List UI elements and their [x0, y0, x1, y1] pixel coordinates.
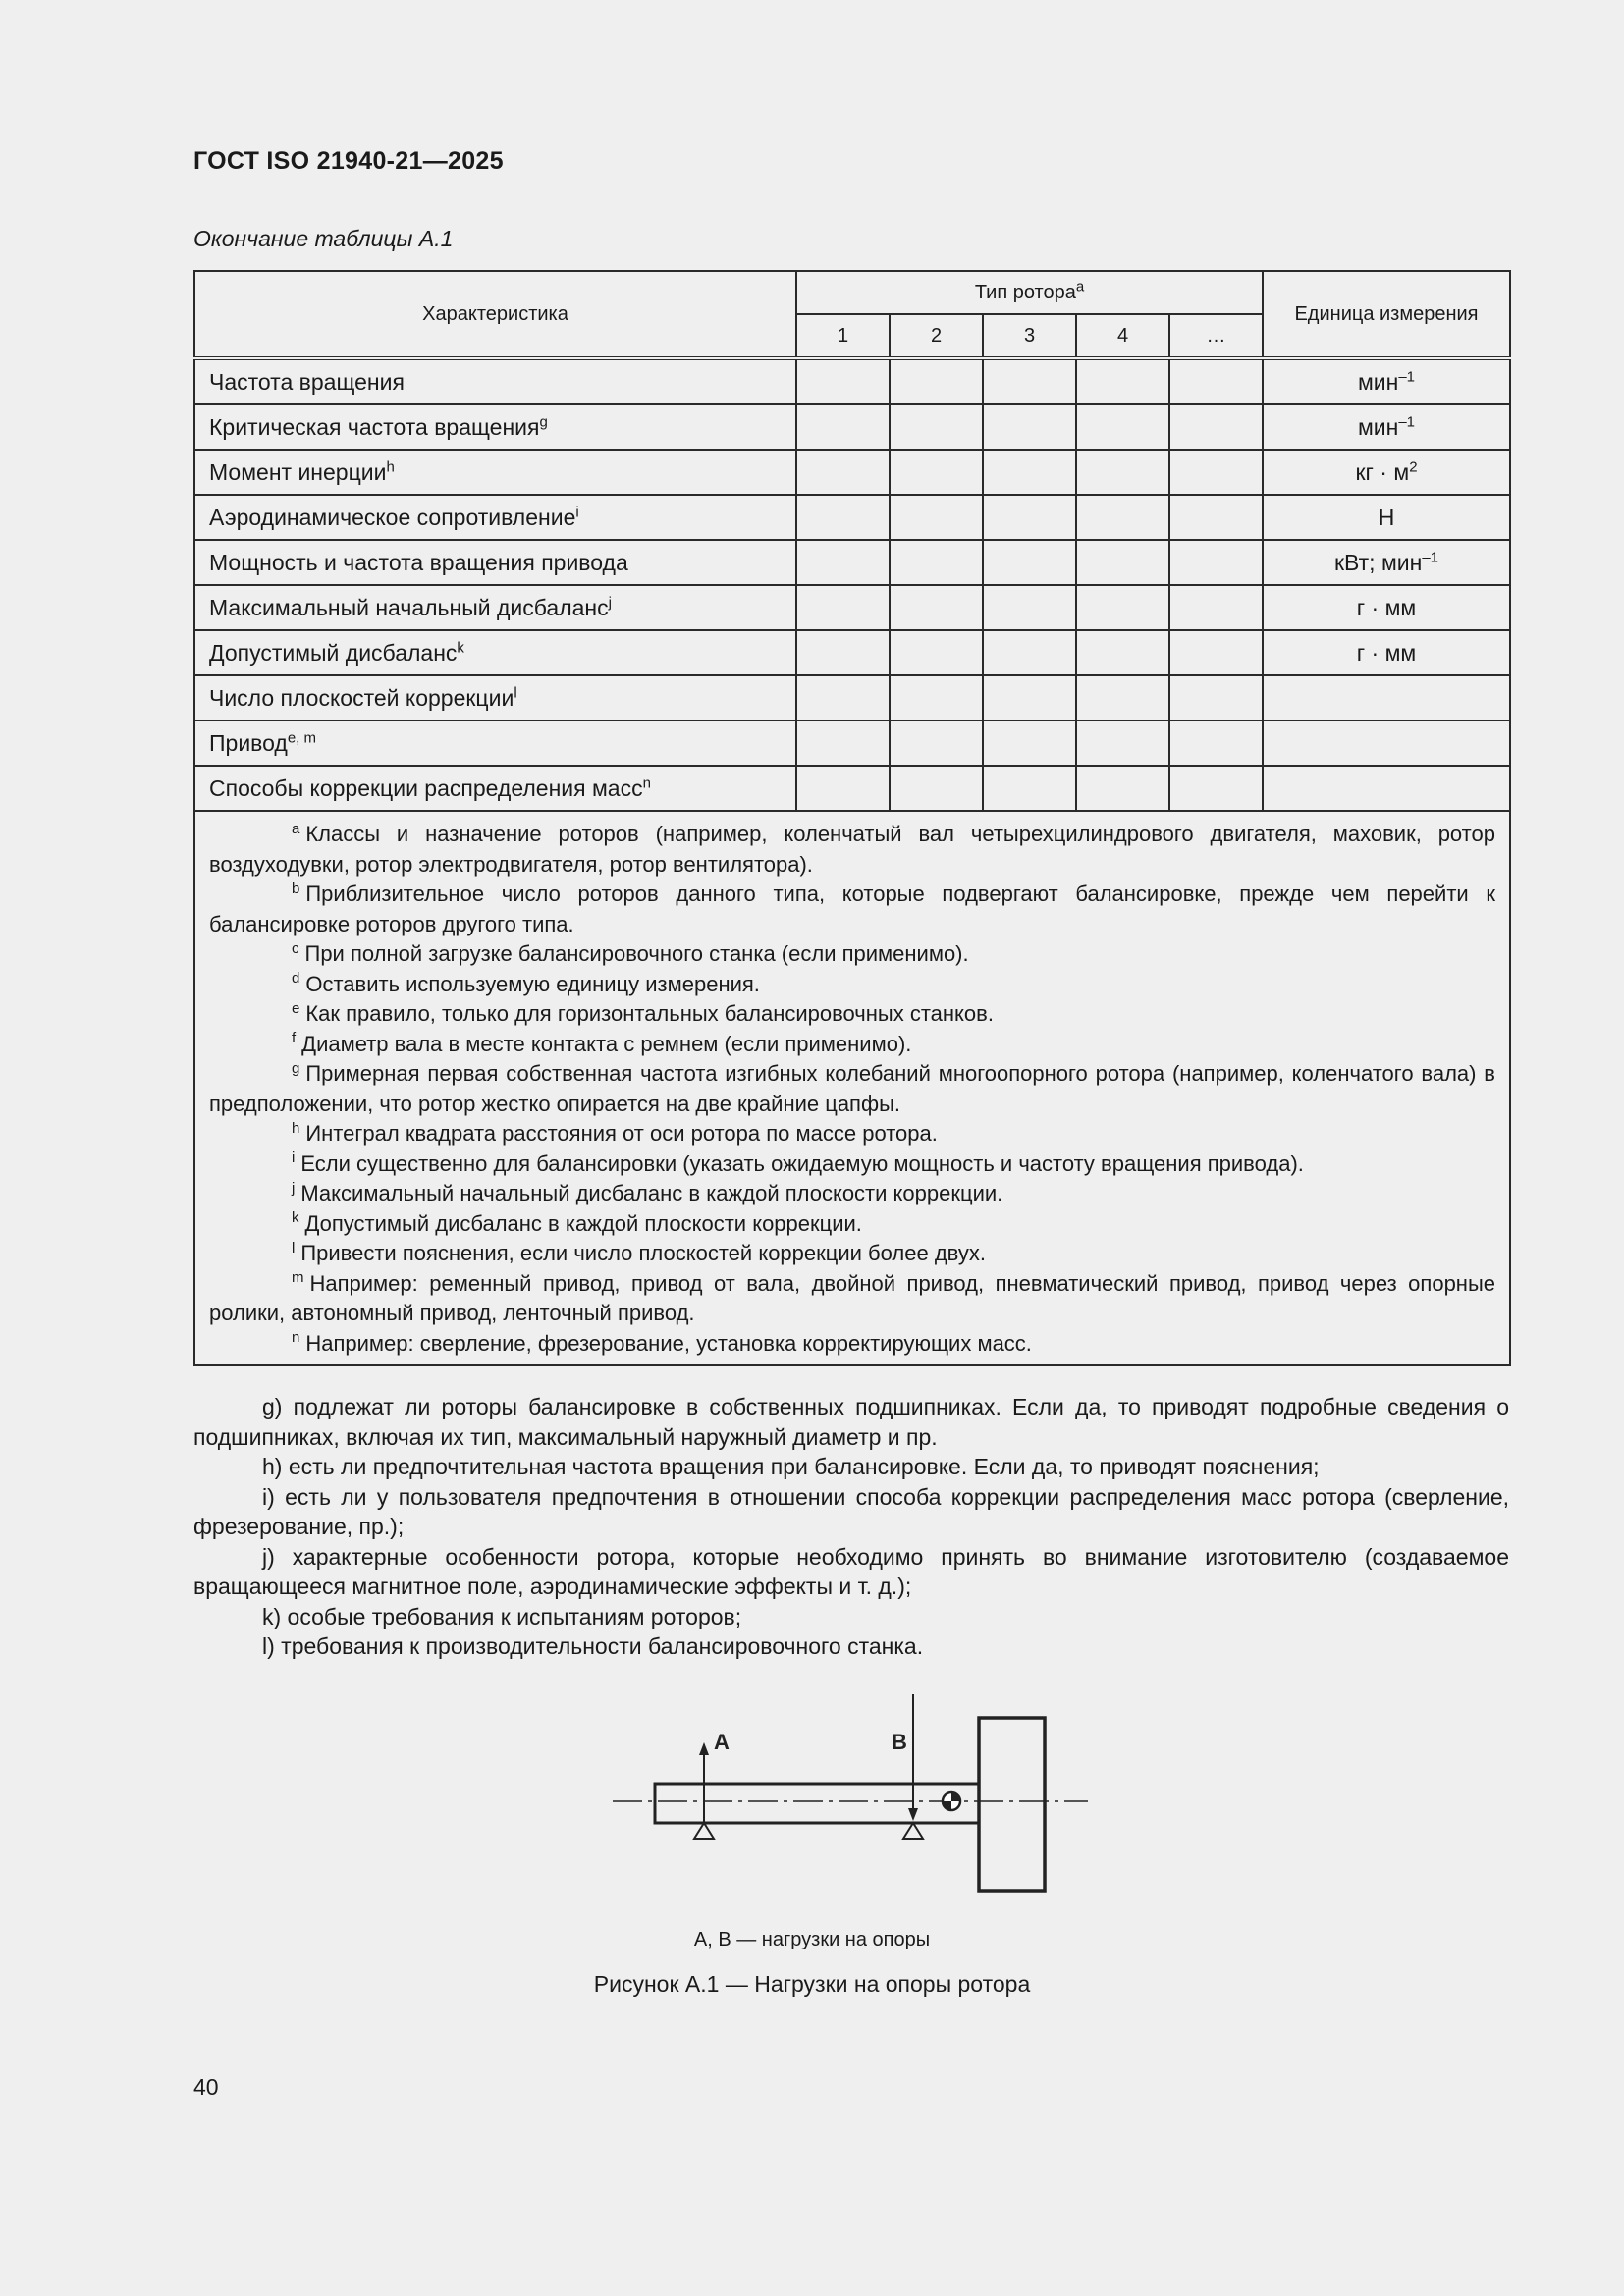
footnote: $^d$ Оставить используемую единицу измерения. [292, 970, 760, 996]
characteristics-table [193, 270, 1511, 1366]
rotor-type-cell [1169, 495, 1263, 540]
rotor-support-figure [609, 1688, 1100, 1929]
rotor-type-cell [983, 675, 1076, 721]
list-item: g) подлежат ли роторы балансировке в собственных подшипниках. Если да, то приводят подробные сведения о подшипниках, включая их тип, максимальный наружный диаметр и пр. [193, 1394, 1509, 1450]
rotor-type-cell [983, 585, 1076, 630]
rotor-type-col: 4 [1076, 314, 1169, 358]
row-unit: мин$^{-1}$ [1263, 358, 1510, 404]
footnote: $^f$ Диаметр вала в месте контакта с ремнем (если применимо). [292, 1030, 912, 1056]
rotor-type-cell [1076, 358, 1169, 404]
list-item: l) требования к производительности балансировочного станка. [262, 1633, 924, 1659]
rotor-type-cell [796, 495, 890, 540]
list-item: h) есть ли предпочтительная частота вращения при балансировке. Если да, то приводят пояснения; [262, 1454, 1320, 1479]
rotor-type-cell [796, 450, 890, 495]
row-characteristic: Число плоскостей коррекции$^l$ [194, 675, 796, 721]
rotor-type-cell [1076, 404, 1169, 450]
rotor-type-cell [1169, 721, 1263, 766]
table-caption: Окончание таблицы А.1 [193, 226, 454, 251]
rotor-type-cell [1076, 721, 1169, 766]
rotor-type-cell [1169, 540, 1263, 585]
support-a [694, 1823, 714, 1839]
rotor-type-cell [983, 630, 1076, 675]
list-item: i) есть ли у пользователя предпочтения в отношении способа коррекции распределения масс ротора (сверление, фрезерование, пр.); [193, 1483, 1509, 1539]
rotor-type-cell [1169, 630, 1263, 675]
rotor-type-cell [1076, 495, 1169, 540]
rotor-type-cell [1169, 358, 1263, 404]
header-unit: Единица измерения [1263, 271, 1510, 358]
footnote: $^m$ Например: ременный привод, привод от вала, двойной привод, пневматический привод, привод через опорные ролики, автономный привод, ленточный привод. [209, 1269, 1495, 1325]
rotor-type-cell [890, 675, 983, 721]
rotor-type-cell [983, 358, 1076, 404]
rotor-type-cell [983, 495, 1076, 540]
body-text [193, 1392, 1509, 1662]
rotor-type-cell [1169, 585, 1263, 630]
label-a: А [714, 1730, 730, 1754]
row-unit: мин$^{-1}$ [1263, 404, 1510, 450]
table-row [194, 675, 1510, 721]
rotor-type-cell [1076, 675, 1169, 721]
footnote: $^b$ Приблизительное число роторов данного типа, которые подвергают балансировке, прежде чем перейти к балансировке роторов другого типа. [209, 880, 1495, 936]
footnote: $^n$ Например: сверление, фрезерование, установка корректирующих масс. [292, 1329, 1032, 1356]
rotor-type-col: 2 [890, 314, 983, 358]
rotor-type-cell [796, 766, 890, 811]
row-unit: г · мм [1263, 630, 1510, 675]
rotor-type-cell [1076, 630, 1169, 675]
table-row [194, 721, 1510, 766]
rotor-type-cell [1169, 675, 1263, 721]
rotor-type-cell [796, 675, 890, 721]
footnote: $^j$ Максимальный начальный дисбаланс в каждой плоскости коррекции. [292, 1179, 1003, 1205]
row-unit: г · мм [1263, 585, 1510, 630]
footnote: $^h$ Интеграл квадрата расстояния от оси ротора по массе ротора. [292, 1119, 938, 1146]
table-row [194, 585, 1510, 630]
list-item: j) характерные особенности ротора, которые необходимо принять во внимание изготовителю (создаваемое вращающееся магнитное поле, аэродинамические эффекты и т. д.); [193, 1543, 1509, 1599]
rotor-type-col: … [1169, 314, 1263, 358]
table-row [194, 540, 1510, 585]
row-characteristic: Критическая частота вращения$^g$ [194, 404, 796, 450]
load-arrow-a-head [699, 1742, 709, 1755]
rotor-type-cell [1076, 450, 1169, 495]
rotor-type-cell [1076, 766, 1169, 811]
rotor-type-cell [983, 404, 1076, 450]
label-b: В [892, 1730, 907, 1754]
footnote: $^c$ При полной загрузке балансировочного станка (если применимо). [292, 939, 969, 966]
rotor-type-cell [890, 450, 983, 495]
rotor-type-cell [983, 721, 1076, 766]
rotor-type-cell [796, 540, 890, 585]
table-row [194, 495, 1510, 540]
footnote: $^k$ Допустимый дисбаланс в каждой плоскости коррекции. [292, 1209, 862, 1236]
rotor-type-cell [1169, 766, 1263, 811]
figure-legend: А, В — нагрузки на опоры [693, 1929, 931, 1950]
table-footnotes [194, 811, 1510, 1365]
support-b [903, 1823, 923, 1839]
row-characteristic: Привод$^{e, m}$ [194, 721, 796, 766]
header-characteristic: Характеристика [194, 271, 796, 358]
list-item: k) особые требования к испытаниям роторов; [262, 1603, 742, 1629]
rotor-type-cell [890, 585, 983, 630]
rotor-type-cell [1076, 585, 1169, 630]
page-number: 40 [193, 2074, 219, 2100]
rotor-type-cell [983, 450, 1076, 495]
rotor-type-cell [983, 540, 1076, 585]
rotor-type-cell [890, 358, 983, 404]
footnote: $^l$ Привести пояснения, если число плоскостей коррекции более двух. [292, 1239, 986, 1265]
row-unit: кг · $м^2$ [1263, 450, 1510, 495]
rotor-type-cell [890, 495, 983, 540]
rotor-type-cell [1169, 450, 1263, 495]
rotor-type-col: 3 [983, 314, 1076, 358]
rotor-type-col: 1 [796, 314, 890, 358]
row-unit [1263, 675, 1510, 721]
table-row [194, 630, 1510, 675]
footnote: $^g$ Примерная первая собственная частота изгибных колебаний многоопорного ротора (например, коленчатого вала) в предположении, что ротор жестко опирается на две крайние цапфы. [209, 1059, 1495, 1116]
footnote: $^e$ Как правило, только для горизонтальных балансировочных станков. [292, 999, 994, 1026]
table-row [194, 358, 1510, 404]
rotor-type-cell [796, 630, 890, 675]
rotor-disk [979, 1718, 1045, 1891]
document-title: ГОСТ ISO 21940-21—2025 [193, 147, 504, 175]
rotor-type-cell [796, 358, 890, 404]
row-unit [1263, 721, 1510, 766]
rotor-diagram [609, 1688, 1100, 1924]
rotor-type-cell [796, 721, 890, 766]
rotor-type-cell [890, 766, 983, 811]
row-characteristic: Аэродинамическое сопротивление$^i$ [194, 495, 796, 540]
table-row [194, 404, 1510, 450]
rotor-type-cell [796, 404, 890, 450]
row-characteristic: Максимальный начальный дисбаланс$^j$ [194, 585, 796, 630]
row-characteristic: Допустимый дисбаланс$^k$ [194, 630, 796, 675]
rotor-type-cell [796, 585, 890, 630]
row-unit: кВт; мин$^{-1}$ [1263, 540, 1510, 585]
row-unit: Н [1263, 495, 1510, 540]
rotor-type-cell [890, 721, 983, 766]
rotor-type-cell [1169, 404, 1263, 450]
header-rotor-type: Тип ротора$^a$ [796, 271, 1263, 314]
load-arrow-b-head [908, 1808, 918, 1821]
row-characteristic: Момент инерции$^h$ [194, 450, 796, 495]
row-characteristic: Мощность и частота вращения привода [194, 540, 796, 585]
rotor-type-cell [890, 404, 983, 450]
table-row [194, 450, 1510, 495]
table-row [194, 766, 1510, 811]
row-characteristic: Частота вращения [194, 358, 796, 404]
rotor-type-cell [983, 766, 1076, 811]
figure-caption: Рисунок А.1 — Нагрузки на опоры ротора [593, 1971, 1031, 1997]
footnote: $^i$ Если существенно для балансировки (указать ожидаемую мощность и частоту вращения привода). [292, 1149, 1304, 1176]
rotor-type-cell [890, 540, 983, 585]
rotor-type-cell [1076, 540, 1169, 585]
row-characteristic: Способы коррекции распределения масс$^n$ [194, 766, 796, 811]
footnote: $^a$ Классы и назначение роторов (например, коленчатый вал четырехцилиндрового двигателя, маховик, ротор воздуходувки, ротор электродвигателя, ротор вентилятора). [209, 820, 1495, 877]
rotor-type-cell [890, 630, 983, 675]
row-unit [1263, 766, 1510, 811]
